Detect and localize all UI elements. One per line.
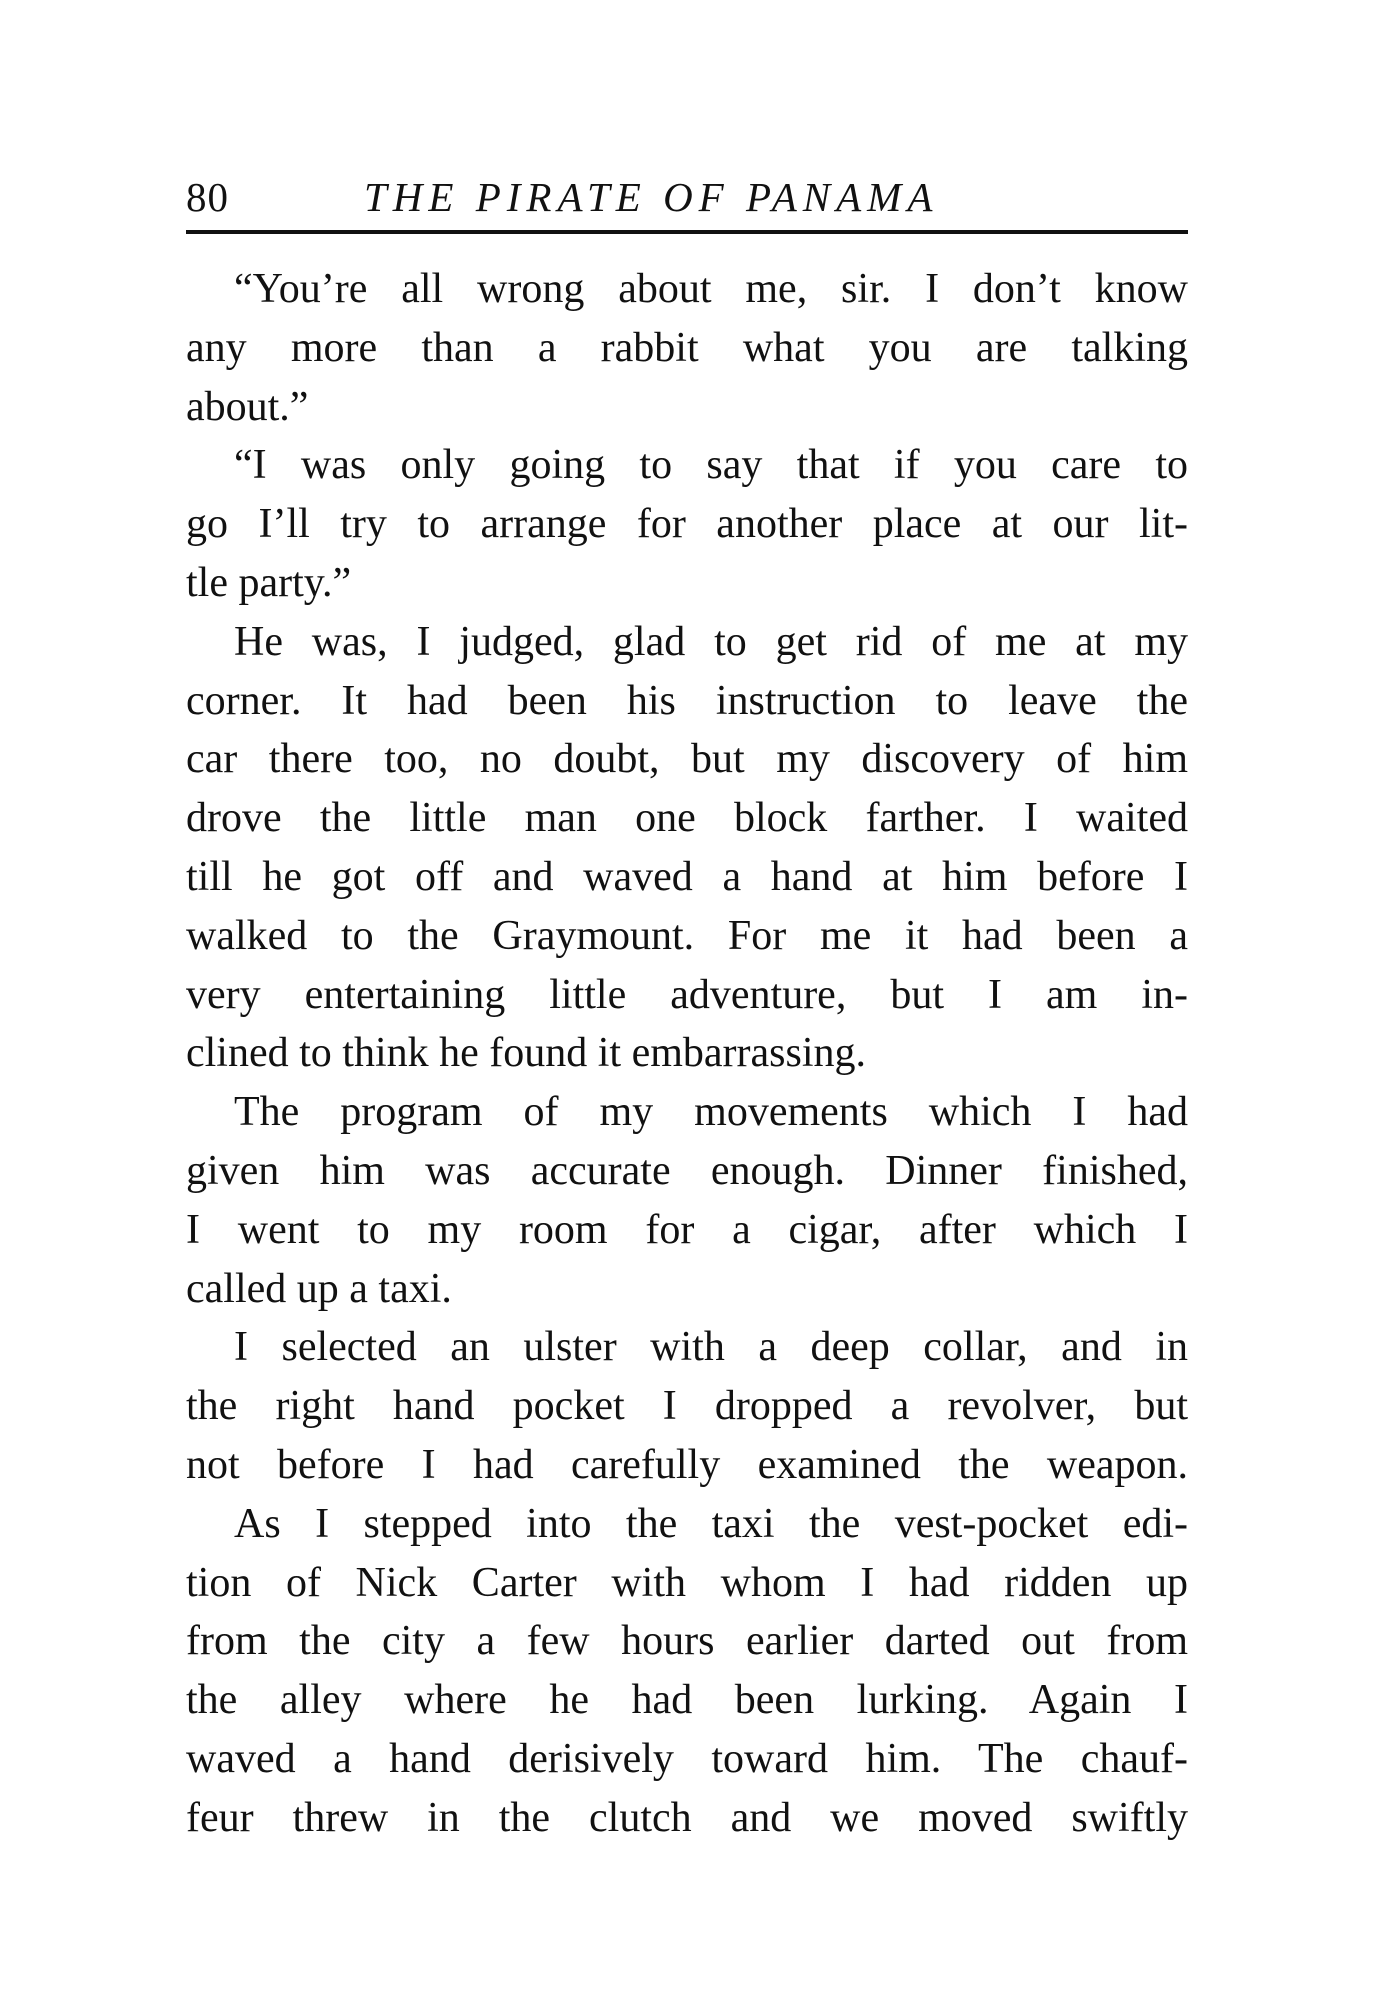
text-line: from the city a few hours earlier darted out from [186,1618,1188,1665]
text-line: the alley where he had been lurking. Again I [186,1677,1188,1724]
text-line: tle party.” [186,559,352,606]
text-line: “You’re all wrong about me, sir. I don’t know [234,266,1188,312]
page-number: 80 [186,174,229,220]
text-line: waved a hand derisively toward him. The chauf- [186,1735,1188,1782]
text-line: I selected an ulster with a deep collar, and in [234,1324,1188,1371]
text-line: not before I had carefully examined the weapon. [186,1441,1188,1488]
text-line: As I stepped into the taxi the vest-pocket edi- [234,1500,1188,1547]
text-line: I went to my room for a cigar, after which I [186,1206,1188,1253]
text-line: given him was accurate enough. Dinner finished, [186,1147,1188,1194]
text-line: drove the little man one block farther. I waited [186,795,1188,842]
body-text [186,260,1188,1848]
text-line: feur threw in the clutch and we moved swiftly [186,1794,1188,1841]
text-line: about.” [186,383,309,430]
text-line: He was, I judged, glad to get rid of me at my [234,618,1188,665]
text-line: car there too, no doubt, but my discovery of him [186,736,1188,783]
text-line: walked to the Graymount. For me it had been a [186,912,1188,959]
running-title: THE PIRATE OF PANAMA [364,174,939,220]
text-line: corner. It had been his instruction to leave the [186,677,1188,724]
text-line: till he got off and waved a hand at him before I [186,853,1188,900]
page-header [186,168,1188,226]
text-line: called up a taxi. [186,1265,452,1312]
text-line: clined to think he found it embarrassing. [186,1030,867,1077]
text-line: The program of my movements which I had [234,1089,1188,1136]
text-line: the right hand pocket I dropped a revolver, but [186,1383,1188,1430]
text-line: go I’ll try to arrange for another place at our lit- [186,501,1188,548]
text-line: very entertaining little adventure, but I am in- [186,971,1188,1018]
text-line: any more than a rabbit what you are talking [186,324,1188,371]
text-line: “I was only going to say that if you care to [234,442,1188,489]
header-rule [186,230,1188,234]
text-line: tion of Nick Carter with whom I had ridden up [186,1559,1188,1606]
